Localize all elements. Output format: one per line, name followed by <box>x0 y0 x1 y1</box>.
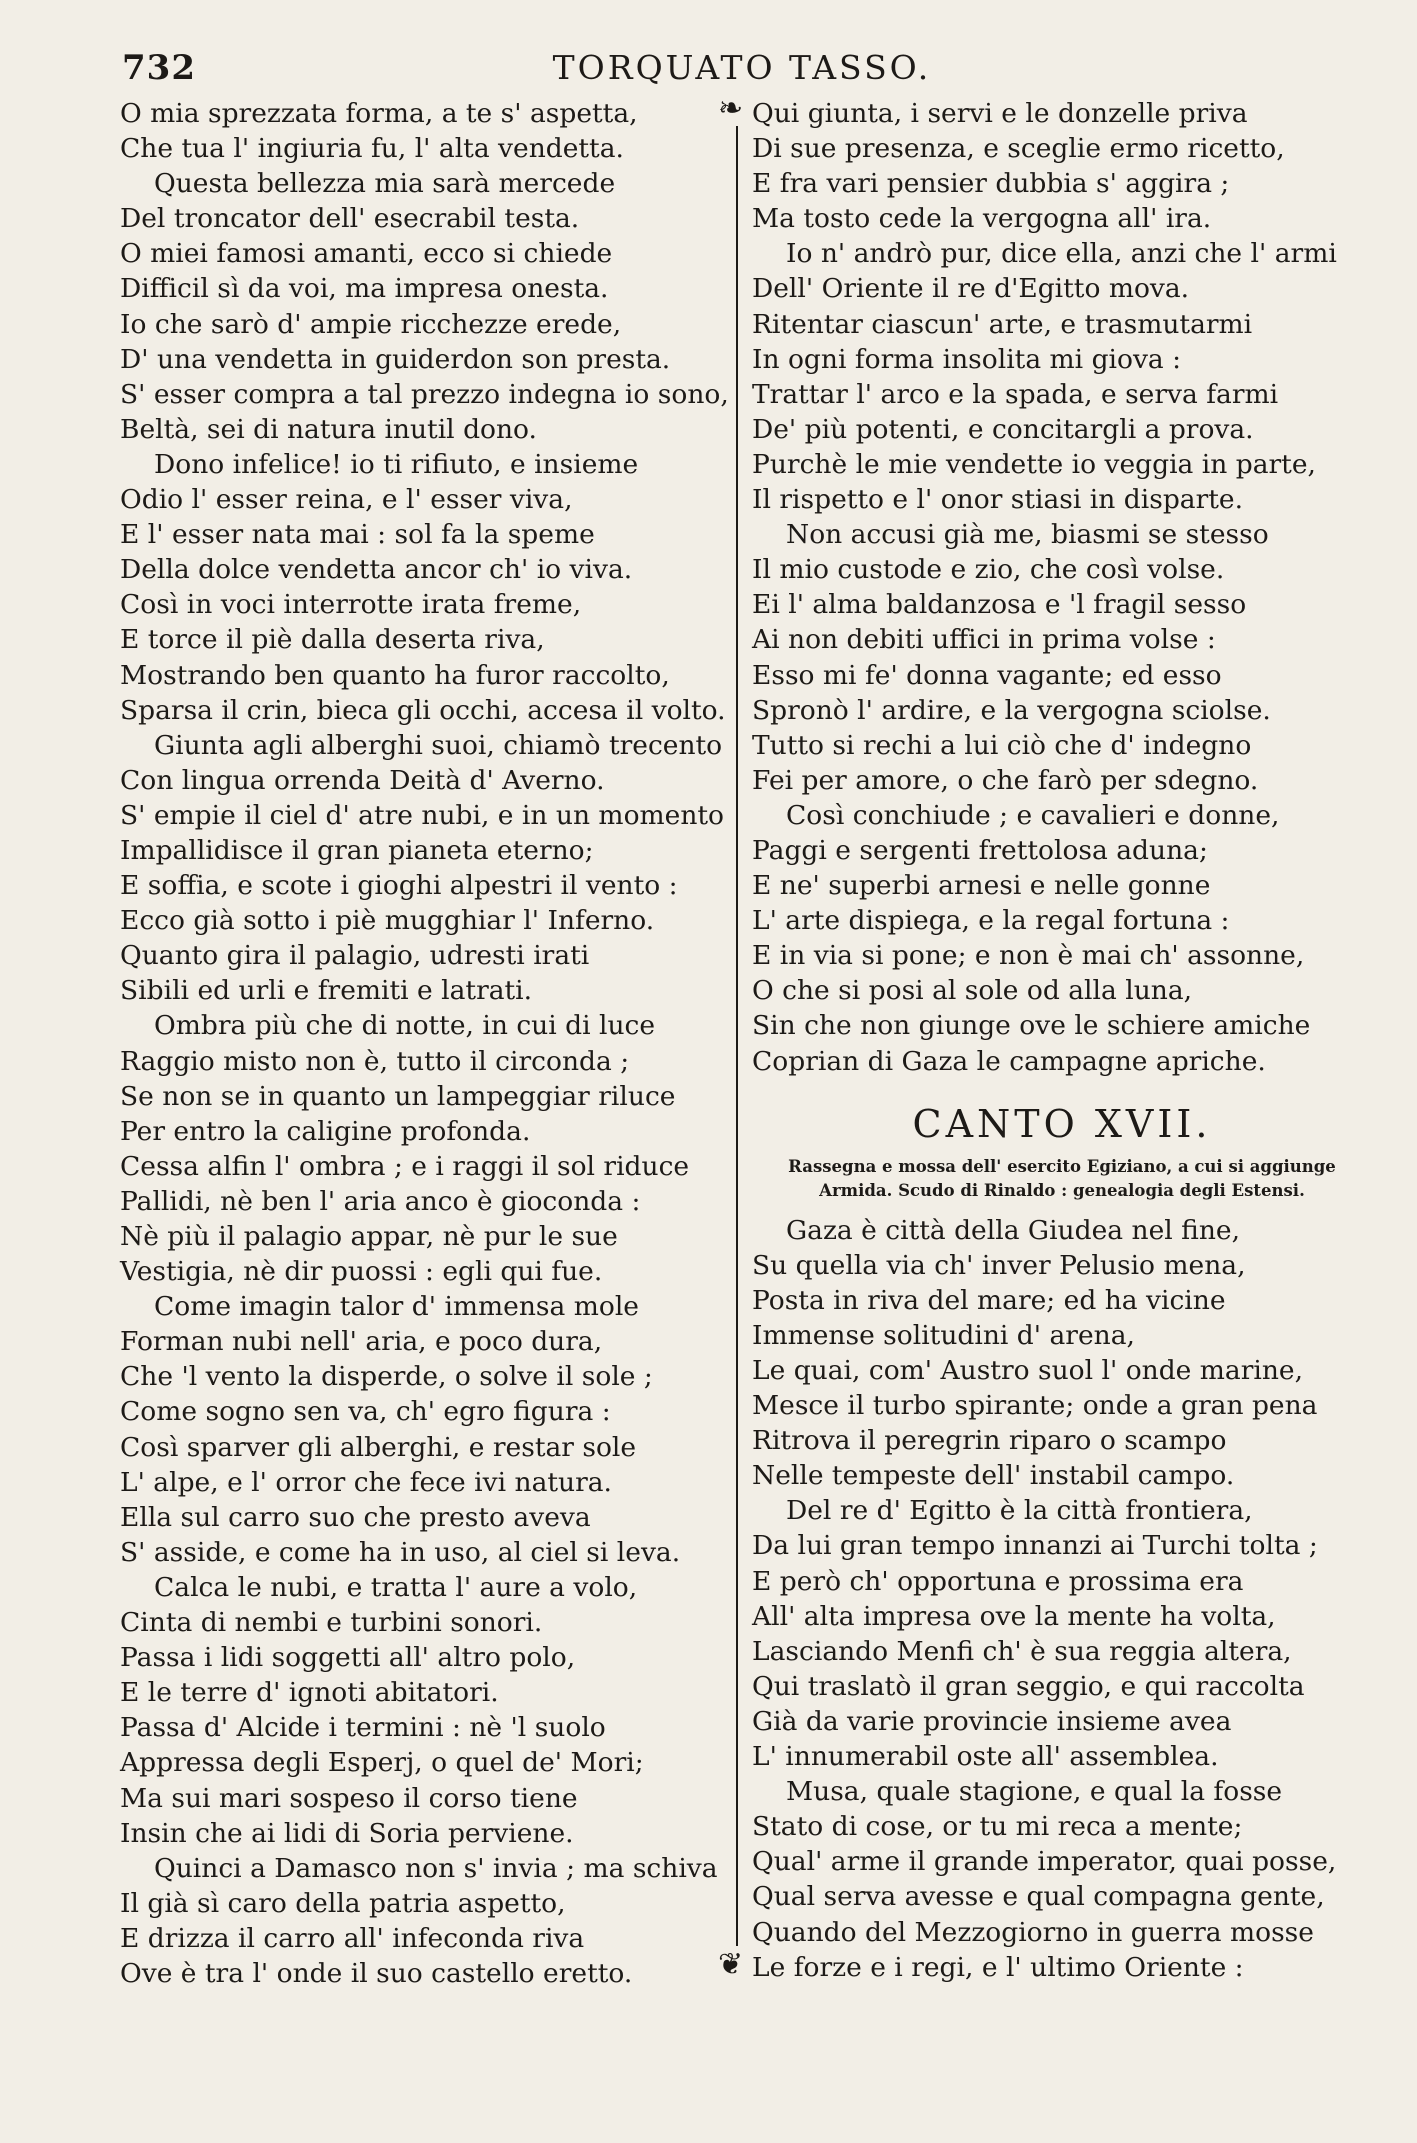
page-header <box>122 48 1362 96</box>
verse-line: Dono infelice! io ti rifiuto, e insieme <box>154 448 639 480</box>
column-divider <box>736 126 738 1946</box>
verse-line: L' alpe, e l' orror che fece ivi natura. <box>120 1466 612 1498</box>
verse-line: O miei famosi amanti, ecco si chiede <box>120 238 613 270</box>
verse-line: Come imagin talor d' immensa mole <box>154 1291 639 1323</box>
fleuron-ornament-bottom-icon: ❦ <box>718 1947 744 1982</box>
running-title: TORQUATO TASSO. <box>552 48 932 87</box>
verse-line: E drizza il carro all' infeconda riva <box>120 1922 585 1954</box>
fleuron-ornament-top-icon: ❧ <box>718 91 744 126</box>
verse-line: Ella sul carro suo che presto aveva <box>120 1501 591 1533</box>
verse-line: Le quai, com' Austro suol l' onde marine, <box>752 1355 1304 1386</box>
verse-line: E però ch' opportuna e prossima era <box>752 1565 1244 1597</box>
verse-line: Che 'l vento la disperde, o solve il sole ; <box>120 1361 653 1393</box>
verse-line: Nelle tempeste dell' instabil campo. <box>752 1460 1235 1492</box>
verse-line: Quinci a Damasco non s' invia ; ma schiva <box>154 1852 718 1884</box>
verse-line: Spronò l' ardire, e la vergogna sciolse. <box>752 694 1271 726</box>
verse-line: Ei l' alma baldanzosa e 'l fragil sesso <box>752 589 1247 621</box>
verse-line: Sibili ed urli e fremiti e latrati. <box>120 975 533 1007</box>
verse-line: De' più potenti, e concitargli a prova. <box>752 413 1254 445</box>
verse-line: Gaza è città della Giudea nel fine, <box>786 1214 1240 1246</box>
verse-line: Ritrova il peregrin riparo o scampo <box>752 1425 1227 1457</box>
verse-line: Io che sarò d' ampie ricchezze erede, <box>120 308 622 340</box>
right-column-top-verses <box>752 96 1372 1079</box>
verse-line: E soffia, e scote i gioghi alpestri il vento : <box>120 870 678 902</box>
verse-line: Calca le nubi, e tratta l' aure a volo, <box>154 1571 638 1603</box>
verse-line: Così sparver gli alberghi, e restar sole <box>120 1431 637 1463</box>
verse-line: Musa, quale stagione, e qual la fosse <box>786 1776 1283 1808</box>
verse-line: Passa d' Alcide i termini : nè 'l suolo <box>120 1712 606 1744</box>
left-column <box>120 96 740 1991</box>
verse-line: Stato di cose, or tu mi reca a mente; <box>752 1811 1243 1843</box>
verse-line: S' empie il ciel d' atre nubi, e in un momento <box>120 799 725 831</box>
verse-line: Sin che non giunge ove le schiere amiche <box>752 1010 1311 1042</box>
verse-line: Mesce il turbo spirante; onde a gran pena <box>752 1390 1318 1422</box>
verse-line: Ritentar ciascun' arte, e trasmutarmi <box>752 308 1253 340</box>
canto-argument-line: Rassegna e mossa dell' esercito Egiziano, a cui si aggiunge <box>788 1156 1336 1176</box>
canto-title: CANTO XVII. <box>912 1101 1212 1146</box>
verse-line: E in via si pone; e non è mai ch' assonne, <box>752 940 1305 972</box>
verse-line: Qui giunta, i servi e le donzelle priva <box>752 98 1248 129</box>
verse-line: E l' esser nata mai : sol fa la speme <box>120 519 595 551</box>
verse-line: Per entro la caligine profonda. <box>120 1115 531 1147</box>
verse-line: Giunta agli alberghi suoi, chiamò trecento <box>154 729 723 761</box>
verse-line: Quando del Mezzogiorno in guerra mosse <box>752 1916 1314 1948</box>
verse-line: Impallidisce il gran pianeta eterno; <box>120 834 594 866</box>
verse-line: Nè più il palagio appar, nè pur le sue <box>120 1221 618 1252</box>
verse-line: Paggi e sergenti frettolosa aduna; <box>752 834 1208 866</box>
verse-line: Tutto si rechi a lui ciò che d' indegno <box>752 729 1252 761</box>
verse-line: Beltà, sei di natura inutil dono. <box>120 413 537 445</box>
verse-line: Mostrando ben quanto ha furor raccolto, <box>120 659 670 691</box>
verse-line: Ove è tra l' onde il suo castello eretto. <box>120 1957 633 1989</box>
verse-line: Del re d' Egitto è la città frontiera, <box>786 1495 1253 1527</box>
verse-line: Il mio custode e zio, che così volse. <box>752 554 1225 586</box>
verse-line: Del troncator dell' esecrabil testa. <box>120 203 580 235</box>
verse-line: Insin che ai lidi di Soria perviene. <box>120 1817 574 1849</box>
verse-line: Immense solitudini d' arena, <box>752 1319 1135 1351</box>
verse-line: Ecco già sotto i piè mugghiar l' Inferno. <box>120 905 655 937</box>
verse-line: S' esser compra a tal prezzo indegna io sono, <box>120 378 729 410</box>
verse-line: Che tua l' ingiuria fu, l' alta vendetta. <box>120 133 624 165</box>
verse-line: Il rispetto e l' onor stiasi in disparte. <box>752 484 1244 516</box>
verse-line: Purchè le mie vendette io veggia in parte, <box>752 448 1316 480</box>
verse-line: Le forze e i regi, e l' ultimo Oriente : <box>752 1951 1244 1983</box>
verse-line: Pallidi, nè ben l' aria anco è gioconda : <box>120 1185 641 1217</box>
verse-line: Qui traslatò il gran seggio, e qui raccolta <box>752 1670 1305 1702</box>
verse-line: L' arte dispiega, e la regal fortuna : <box>752 905 1230 937</box>
verse-line: Odio l' esser reina, e l' esser viva, <box>120 484 573 516</box>
verse-line: E fra vari pensier dubbia s' aggira ; <box>752 168 1230 200</box>
verse-line: Fei per amore, o che farò per sdegno. <box>752 764 1259 796</box>
verse-line: Vestigia, nè dir puossi : egli qui fue. <box>120 1256 603 1288</box>
verse-line: O che si posi al sole od alla luna, <box>752 975 1193 1007</box>
verse-line: Quanto gira il palagio, udresti irati <box>120 940 590 972</box>
verse-line: Il già sì caro della patria aspetto, <box>120 1887 566 1919</box>
verse-line: Come sogno sen va, ch' egro figura : <box>120 1396 611 1428</box>
verse-line: Trattar l' arco e la spada, e serva farmi <box>752 378 1279 410</box>
verse-line: Lasciando Menfi ch' è sua reggia altera, <box>752 1635 1292 1667</box>
verse-line: Ai non debiti uffici in prima volse : <box>752 624 1216 656</box>
verse-line: Già da varie provincie insieme avea <box>752 1705 1232 1737</box>
verse-line: L' innumerabil oste all' assemblea. <box>752 1741 1219 1773</box>
verse-line: Difficil sì da voi, ma impresa onesta. <box>120 273 609 305</box>
verse-line: Forman nubi nell' aria, e poco dura, <box>120 1326 603 1358</box>
verse-line: Qual serva avesse e qual compagna gente, <box>752 1881 1325 1913</box>
verse-line: Ma sui mari sospeso il corso tiene <box>120 1782 578 1814</box>
verse-line: Ombra più che di notte, in cui di luce <box>154 1010 656 1042</box>
verse-line: Di sue presenza, e sceglie ermo ricetto, <box>752 133 1285 165</box>
verse-line: Da lui gran tempo innanzi ai Turchi tolta ; <box>752 1530 1318 1562</box>
verse-line: Appressa degli Esperj, o quel de' Mori; <box>120 1747 644 1779</box>
verse-line: All' alta impresa ove la mente ha volta, <box>752 1600 1276 1632</box>
verse-line: Su quella via ch' inver Pelusio mena, <box>752 1249 1246 1281</box>
verse-line: Io n' andrò pur, dice ella, anzi che l' armi <box>786 238 1337 270</box>
verse-line: E ne' superbi arnesi e nelle gonne <box>752 870 1211 902</box>
verse-line: E torce il piè dalla deserta riva, <box>120 624 545 656</box>
verse-line: Non accusi già me, biasmi se stesso <box>786 519 1269 551</box>
verse-line: Passa i lidi soggetti all' altro polo, <box>120 1642 576 1674</box>
verse-line: Sparsa il crin, bieca gli occhi, accesa il volto. <box>120 694 726 726</box>
canto-argument <box>752 1155 1372 1203</box>
verse-line: Della dolce vendetta ancor ch' io viva. <box>120 554 633 586</box>
verse-line: Cinta di nembi e turbini sonori. <box>120 1607 543 1639</box>
verse-line: Coprian di Gaza le campagne apriche. <box>752 1045 1266 1077</box>
right-column-bottom-verses <box>752 1213 1372 1985</box>
page-number: 732 <box>122 48 196 88</box>
canto-argument-line: Armida. Scudo di Rinaldo : genealogia degli Estensi. <box>819 1180 1305 1200</box>
verse-line: Cessa alfin l' ombra ; e i raggi il sol riduce <box>120 1150 690 1182</box>
verse-line: Dell' Oriente il re d'Egitto mova. <box>752 273 1190 305</box>
verse-line: O mia sprezzata forma, a te s' aspetta, <box>120 98 638 129</box>
verse-line: Ma tosto cede la vergogna all' ira. <box>752 203 1212 235</box>
verse-line: S' asside, e come ha in uso, al ciel si leva. <box>120 1536 681 1568</box>
verse-line: Così in voci interrotte irata freme, <box>120 589 582 621</box>
verse-line: Raggio misto non è, tutto il circonda ; <box>120 1045 630 1077</box>
verse-line: Questa bellezza mia sarà mercede <box>154 168 616 200</box>
verse-line: Posta in riva del mare; ed ha vicine <box>752 1284 1226 1316</box>
verse-line: E le terre d' ignoti abitatori. <box>120 1677 499 1709</box>
verse-line: Così conchiude ; e cavalieri e donne, <box>786 799 1280 831</box>
verse-line: Esso mi fe' donna vagante; ed esso <box>752 659 1222 691</box>
verse-line: Con lingua orrenda Deità d' Averno. <box>120 764 605 796</box>
right-column <box>752 96 1372 1985</box>
verse-line: In ogni forma insolita mi giova : <box>752 343 1182 375</box>
verse-line: D' una vendetta in guiderdon son presta. <box>120 343 671 375</box>
verse-line: Se non se in quanto un lampeggiar riluce <box>120 1080 676 1112</box>
verse-line: Qual' arme il grande imperator, quai posse, <box>752 1846 1337 1878</box>
